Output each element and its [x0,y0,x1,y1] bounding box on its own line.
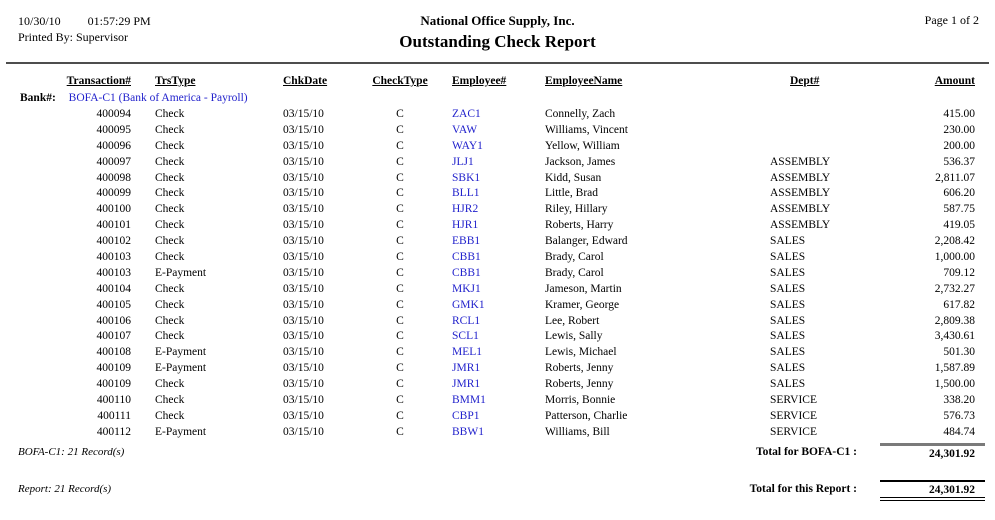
cell-checktype: C [396,108,404,120]
cell-dept: SALES [770,314,806,327]
cell-chkdate: 03/15/10 [283,346,324,359]
cell-trstype: Check [155,139,185,152]
cell-trstype: Check [155,203,185,216]
cell-dept: SALES [770,235,806,248]
bank-summary-row [0,443,995,461]
cell-trstype: Check [155,330,185,343]
cell-transaction: 400096 [96,139,131,152]
cell-trstype: Check [155,298,185,311]
cell-employee-num[interactable]: RCL1 [452,314,481,327]
cell-amount: 415.00 [943,108,975,120]
cell-chkdate: 03/15/10 [283,171,324,184]
cell-employee-name: Little, Brad [545,187,599,200]
report-header [0,0,995,63]
cell-employee-num[interactable]: SCL1 [452,330,479,343]
cell-employee-num[interactable]: MEL1 [452,346,483,359]
cell-dept: SALES [770,298,806,311]
table-row [12,362,985,378]
cell-checktype: C [396,171,404,184]
col-header-transaction: Transaction# [66,75,131,87]
cell-dept: SALES [770,282,806,295]
cell-checktype: C [396,362,404,375]
cell-trstype: Check [155,235,185,248]
cell-amount: 2,811.07 [935,171,975,184]
cell-amount: 587.75 [943,203,975,216]
cell-dept [758,108,880,124]
cell-amount: 484.74 [943,425,975,438]
cell-trstype: Check [155,314,185,327]
cell-chkdate: 03/15/10 [283,378,324,391]
cell-chkdate: 03/15/10 [283,251,324,264]
cell-trstype: E-Payment [155,346,207,359]
cell-dept [758,124,880,140]
cell-checktype: C [396,394,404,407]
cell-checktype: C [396,219,404,232]
cell-transaction: 400094 [96,108,131,120]
cell-amount: 617.82 [943,298,975,311]
cell-employee-num[interactable]: EBB1 [452,235,481,248]
cell-employee-num[interactable]: JLJ1 [452,155,474,168]
table-row [12,219,985,235]
cell-chkdate: 03/15/10 [283,123,324,136]
cell-trstype: E-Payment [155,425,207,438]
cell-amount: 3,430.61 [934,330,975,343]
cell-transaction: 400111 [97,409,131,422]
cell-dept: ASSEMBLY [770,203,831,216]
cell-employee-name: Roberts, Jenny [545,378,614,391]
cell-amount: 2,809.38 [934,314,975,327]
cell-amount: 338.20 [943,394,975,407]
cell-transaction: 400104 [96,282,131,295]
check-table [12,75,985,442]
cell-employee-name: Kramer, George [545,298,620,311]
table-row [12,267,985,283]
bank-record-count: BOFA-C1: 21 Record(s) [18,445,125,458]
cell-employee-name: Balanger, Edward [545,235,628,248]
table-row [12,203,985,219]
cell-checktype: C [396,409,404,422]
cell-employee-name: Williams, Bill [545,425,610,438]
cell-dept [758,140,880,156]
bank-label: Bank#: [20,92,56,104]
cell-employee-num[interactable]: JMR1 [452,378,481,391]
cell-transaction: 400108 [96,346,131,359]
cell-employee-num[interactable]: CBP1 [452,409,480,422]
cell-employee-num[interactable]: GMK1 [452,298,485,311]
cell-employee-name: Williams, Vincent [545,123,628,136]
cell-trstype: E-Payment [155,362,207,375]
table-body [12,108,985,442]
cell-transaction: 400109 [96,362,131,375]
cell-checktype: C [396,266,404,279]
cell-chkdate: 03/15/10 [283,235,324,248]
table-row [12,172,985,188]
col-header-amount: Amount [934,75,975,87]
cell-dept: ASSEMBLY [770,171,831,184]
col-header-employee-name: EmployeeName [545,75,623,87]
table-header-row [12,75,985,92]
cell-dept: ASSEMBLY [770,155,831,168]
cell-transaction: 400109 [96,378,131,391]
cell-chkdate: 03/15/10 [283,330,324,343]
cell-transaction: 400103 [96,251,131,264]
cell-transaction: 400095 [96,123,131,136]
table-row [12,108,985,124]
cell-trstype: Check [155,171,185,184]
report-total-label: Total for this Report : [749,482,857,495]
cell-checktype: C [396,346,404,359]
report-total-amount: 24,301.92 [880,480,985,501]
cell-chkdate: 03/15/10 [283,203,324,216]
table-row [12,410,985,426]
cell-amount: 1,500.00 [934,378,975,391]
cell-transaction: 400106 [96,314,131,327]
cell-employee-num[interactable]: HJR1 [452,219,479,232]
cell-trstype: Check [155,282,185,295]
cell-checktype: C [396,378,404,391]
cell-employee-num[interactable]: CBB1 [452,266,481,279]
print-date: 10/30/10 [18,14,61,28]
cell-checktype: C [396,203,404,216]
cell-employee-name: Patterson, Charlie [545,409,628,422]
print-time: 01:57:29 PM [87,14,151,28]
cell-amount: 709.12 [943,266,975,279]
cell-transaction: 400097 [96,155,131,168]
bank-row [12,92,985,108]
table-row [12,235,985,251]
cell-employee-num[interactable]: CBB1 [452,251,481,264]
table-row [12,124,985,140]
cell-employee-num[interactable]: HJR2 [452,203,479,216]
col-header-chkdate: ChkDate [283,75,328,87]
cell-employee-num[interactable]: MKJ1 [452,282,481,295]
cell-employee-name: Brady, Carol [545,266,604,279]
cell-amount: 501.30 [943,346,975,359]
cell-amount: 536.37 [943,155,975,168]
cell-transaction: 400099 [96,187,131,200]
cell-employee-name: Jackson, James [545,155,616,168]
cell-transaction: 400107 [96,330,131,343]
cell-employee-name: Kidd, Susan [545,171,602,184]
table-row [12,378,985,394]
cell-chkdate: 03/15/10 [283,108,324,120]
cell-dept: SALES [770,266,806,279]
table-row [12,315,985,331]
cell-trstype: Check [155,251,185,264]
col-header-dept: Dept# [790,75,820,87]
cell-employee-num[interactable]: BBW1 [452,425,484,438]
printed-by: Printed By: Supervisor [18,30,128,44]
cell-employee-num[interactable]: JMR1 [452,362,481,375]
cell-dept: ASSEMBLY [770,219,831,232]
cell-chkdate: 03/15/10 [283,409,324,422]
col-header-checktype: CheckType [372,75,428,87]
cell-checktype: C [396,425,404,438]
bank-total-label: Total for BOFA-C1 : [755,445,857,458]
cell-checktype: C [396,330,404,343]
report-title: Outstanding Check Report [399,32,596,51]
page-indicator: Page 1 of 2 [924,13,979,27]
cell-trstype: Check [155,219,185,232]
cell-chkdate: 03/15/10 [283,362,324,375]
cell-amount: 230.00 [943,123,975,136]
cell-chkdate: 03/15/10 [283,314,324,327]
cell-dept: SALES [770,330,806,343]
cell-chkdate: 03/15/10 [283,394,324,407]
header-center [0,13,995,52]
cell-transaction: 400100 [96,203,131,216]
cell-employee-name: Jameson, Martin [545,282,622,295]
table-row [12,394,985,410]
cell-employee-name: Connelly, Zach [545,108,616,120]
cell-checktype: C [396,282,404,295]
cell-trstype: Check [155,394,185,407]
cell-transaction: 400098 [96,171,131,184]
cell-dept: SERVICE [770,394,817,407]
bank-link[interactable]: BOFA-C1 (Bank of America - Payroll) [68,92,248,104]
cell-amount: 419.05 [943,219,975,232]
table-row [12,187,985,203]
cell-trstype: Check [155,378,185,391]
cell-employee-name: Roberts, Harry [545,219,614,232]
cell-dept: SALES [770,251,806,264]
cell-dept: SALES [770,378,806,391]
cell-transaction: 400105 [96,298,131,311]
cell-dept: SALES [770,346,806,359]
cell-chkdate: 03/15/10 [283,282,324,295]
cell-amount: 200.00 [943,139,975,152]
cell-checktype: C [396,314,404,327]
cell-amount: 2,208.42 [934,235,975,248]
cell-employee-num[interactable]: SBK1 [452,171,481,184]
cell-employee-name: Morris, Bonnie [545,394,616,407]
cell-chkdate: 03/15/10 [283,425,324,438]
cell-checktype: C [396,139,404,152]
cell-employee-num[interactable]: VAW [452,123,478,136]
table-row [12,283,985,299]
cell-dept: ASSEMBLY [770,187,831,200]
cell-checktype: C [396,123,404,136]
cell-employee-name: Lewis, Michael [545,346,617,359]
cell-chkdate: 03/15/10 [283,266,324,279]
cell-chkdate: 03/15/10 [283,155,324,168]
cell-employee-num[interactable]: ZAC1 [452,108,481,120]
cell-transaction: 400101 [96,219,131,232]
cell-employee-num[interactable]: BMM1 [452,394,486,407]
col-header-employee-num: Employee# [452,75,507,87]
cell-checktype: C [396,298,404,311]
cell-employee-name: Brady, Carol [545,251,604,264]
cell-amount: 1,587.89 [934,362,975,375]
report-summary-row [0,480,995,501]
cell-employee-name: Lewis, Sally [545,330,603,343]
cell-trstype: Check [155,187,185,200]
cell-amount: 2,732.27 [934,282,975,295]
cell-employee-num[interactable]: BLL1 [452,187,480,200]
cell-amount: 576.73 [943,409,975,422]
cell-transaction: 400110 [96,394,131,407]
cell-checktype: C [396,235,404,248]
table-row [12,140,985,156]
table-row [12,156,985,172]
cell-employee-num[interactable]: WAY1 [452,139,483,152]
cell-dept: SERVICE [770,425,817,438]
cell-amount: 1,000.00 [934,251,975,264]
cell-chkdate: 03/15/10 [283,298,324,311]
cell-dept: SERVICE [770,409,817,422]
report-record-count: Report: 21 Record(s) [18,482,112,495]
cell-checktype: C [396,187,404,200]
cell-chkdate: 03/15/10 [283,187,324,200]
cell-employee-name: Lee, Robert [545,314,600,327]
cell-chkdate: 03/15/10 [283,139,324,152]
cell-trstype: Check [155,409,185,422]
cell-employee-name: Riley, Hillary [545,203,608,216]
table-row [12,330,985,346]
cell-transaction: 400102 [96,235,131,248]
cell-trstype: E-Payment [155,266,207,279]
cell-trstype: Check [155,155,185,168]
cell-dept: SALES [770,362,806,375]
cell-employee-name: Yellow, William [545,139,620,152]
table-row [12,346,985,362]
company-name: National Office Supply, Inc. [420,13,575,28]
cell-chkdate: 03/15/10 [283,219,324,232]
cell-trstype: Check [155,123,185,136]
cell-checktype: C [396,251,404,264]
bank-total-amount: 24,301.92 [880,443,985,461]
cell-trstype: Check [155,108,185,120]
table-row [12,299,985,315]
col-header-trstype: TrsType [155,75,196,87]
table-row [12,426,985,442]
header-rule [6,62,989,64]
table-row [12,251,985,267]
cell-checktype: C [396,155,404,168]
cell-transaction: 400103 [96,266,131,279]
cell-transaction: 400112 [96,425,131,438]
cell-employee-name: Roberts, Jenny [545,362,614,375]
cell-amount: 606.20 [943,187,975,200]
